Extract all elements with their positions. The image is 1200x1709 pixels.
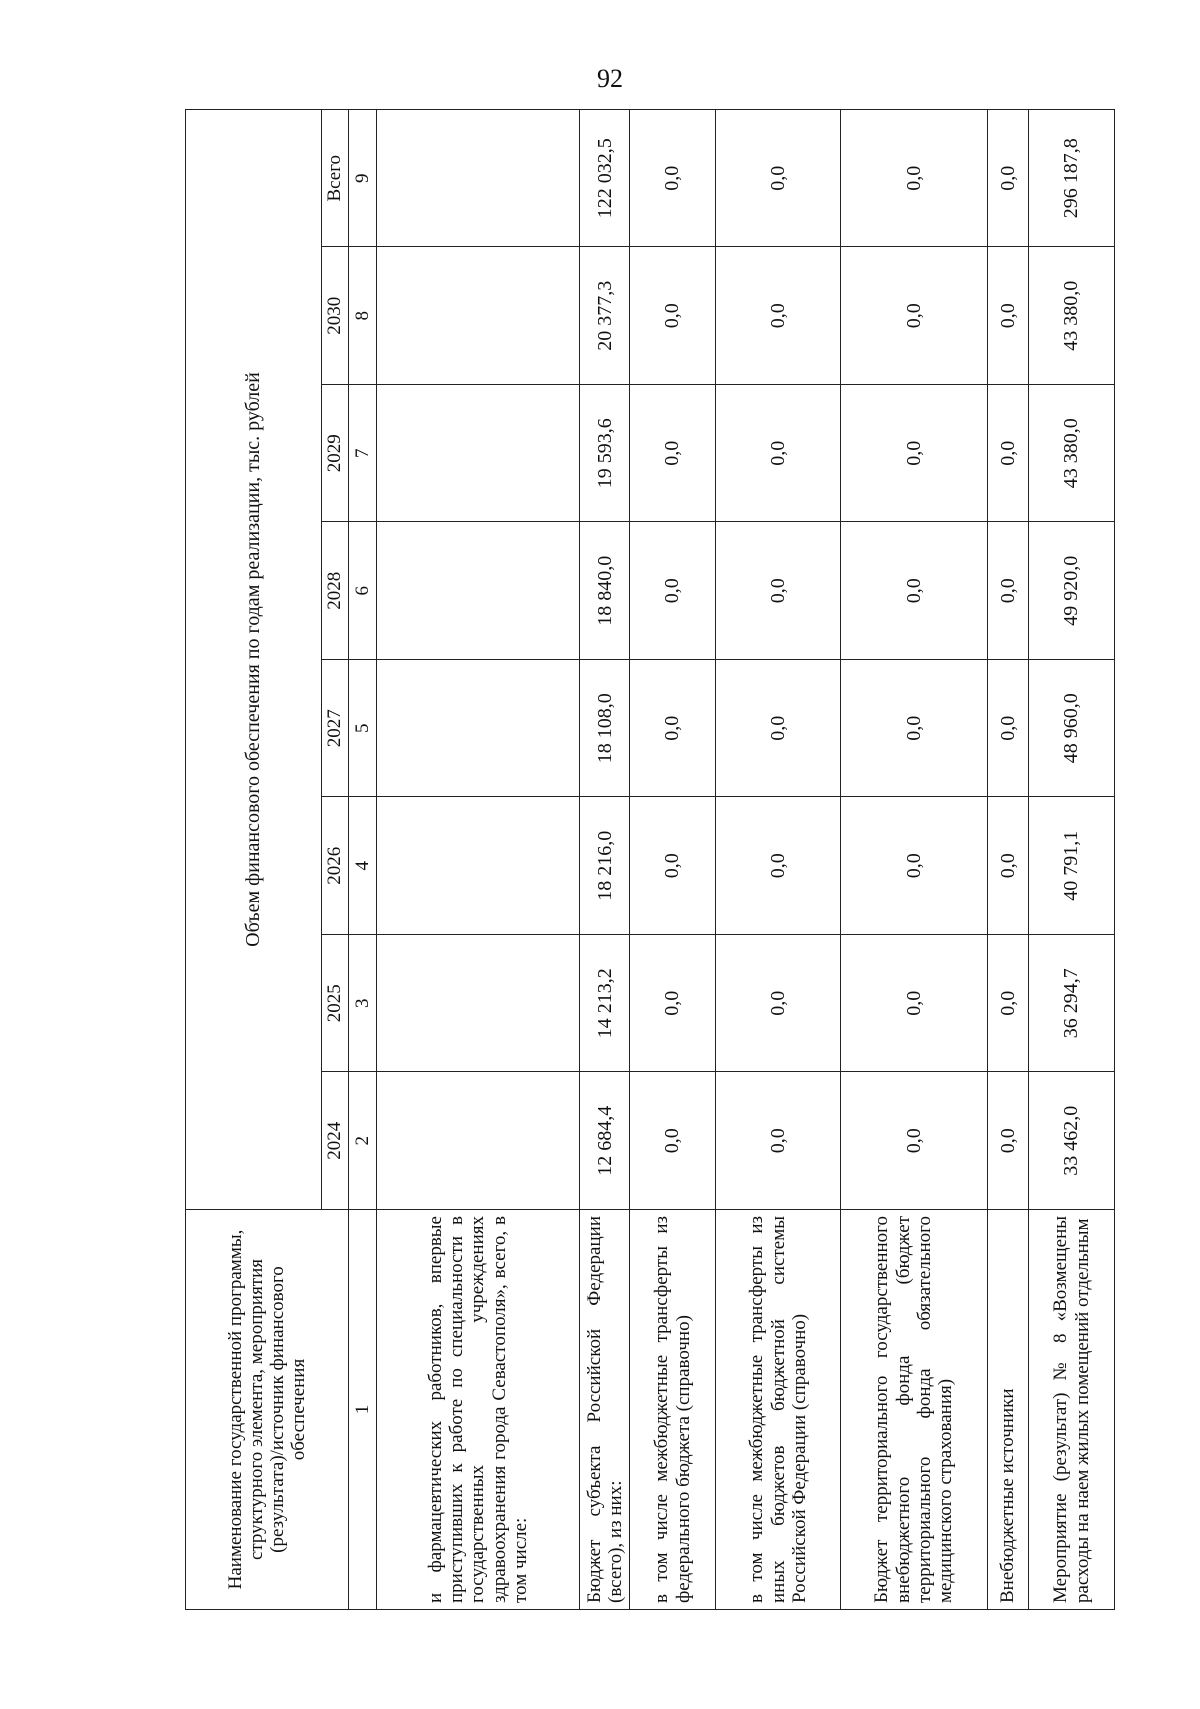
row-value: 0,0 — [716, 247, 841, 385]
row-value: 0,0 — [841, 935, 987, 1073]
row-value: 0,0 — [630, 660, 716, 798]
row-value — [376, 247, 580, 385]
row-value: 0,0 — [716, 385, 841, 523]
table-row — [716, 109, 841, 1609]
year-header: 2024 — [321, 1072, 348, 1210]
row-value: 0,0 — [630, 385, 716, 523]
row-value: 0,0 — [630, 1072, 716, 1210]
name-column-header: Наименование государственной программы, структурного элемента, мероприятия (результата)/источник финансового обеспечения — [186, 1210, 349, 1610]
column-index: 6 — [349, 522, 376, 660]
row-value: 18 216,0 — [580, 797, 630, 935]
column-index: 7 — [349, 385, 376, 523]
year-header: 2028 — [321, 522, 348, 660]
row-value: 0,0 — [716, 522, 841, 660]
row-value — [376, 385, 580, 523]
financing-table-frame — [185, 110, 1115, 1610]
row-value: 0,0 — [841, 660, 987, 798]
column-index: 1 — [349, 1210, 376, 1610]
year-header: 2025 — [321, 935, 348, 1073]
row-value: 0,0 — [630, 797, 716, 935]
row-value: 0,0 — [630, 935, 716, 1073]
table-row — [987, 109, 1029, 1609]
year-header: 2029 — [321, 385, 348, 523]
row-value: 122 032,5 — [580, 109, 630, 247]
page-number: 92 — [597, 64, 623, 93]
row-value: 0,0 — [987, 247, 1029, 385]
row-value: 43 380,0 — [1029, 247, 1115, 385]
row-value: 0,0 — [987, 1072, 1029, 1210]
row-label: и фармацевтических работников, впервые приступивших к работе по специальности в государственных учреждениях здравоохранения города Севастополя», всего, в том числе: — [376, 1210, 580, 1610]
row-label: Бюджет территориального государственного внебюджетного фонда (бюджет территориального фонда обязательного медицинского страхования) — [841, 1210, 987, 1610]
row-value: 48 960,0 — [1029, 660, 1115, 798]
row-value — [376, 935, 580, 1073]
table-row — [1029, 109, 1115, 1609]
row-value — [376, 109, 580, 247]
row-value: 0,0 — [841, 247, 987, 385]
table-row — [580, 109, 630, 1609]
year-header: Всего — [321, 109, 348, 247]
row-value: 296 187,8 — [1029, 109, 1115, 247]
row-value: 33 462,0 — [1029, 1072, 1115, 1210]
row-value: 0,0 — [841, 522, 987, 660]
row-label: Бюджет субъекта Российской Федерации (всего), из них: — [580, 1210, 630, 1610]
row-value: 19 593,6 — [580, 385, 630, 523]
column-index: 3 — [349, 935, 376, 1073]
row-value: 0,0 — [987, 935, 1029, 1073]
row-label: Мероприятие (результат) № 8 «Возмещены расходы на наем жилых помещений отдельным — [1029, 1210, 1115, 1610]
column-index: 5 — [349, 660, 376, 798]
row-value: 18 840,0 — [580, 522, 630, 660]
row-value — [376, 1072, 580, 1210]
row-value: 0,0 — [841, 109, 987, 247]
column-index: 2 — [349, 1072, 376, 1210]
row-value: 0,0 — [716, 660, 841, 798]
row-label: Внебюджетные источники — [987, 1210, 1029, 1610]
table-row — [841, 109, 987, 1609]
row-value — [376, 522, 580, 660]
row-value: 49 920,0 — [1029, 522, 1115, 660]
row-value: 0,0 — [841, 1072, 987, 1210]
row-value: 0,0 — [716, 1072, 841, 1210]
row-value: 43 380,0 — [1029, 385, 1115, 523]
row-value: 0,0 — [630, 247, 716, 385]
year-header: 2027 — [321, 660, 348, 798]
row-label: в том числе межбюджетные трансферты из иных бюджетов бюджетной системы Российской Федерации (справочно) — [716, 1210, 841, 1610]
row-value: 0,0 — [987, 660, 1029, 798]
row-value: 0,0 — [716, 797, 841, 935]
row-value: 0,0 — [716, 935, 841, 1073]
row-value: 0,0 — [841, 797, 987, 935]
financing-table — [185, 109, 1115, 1610]
row-label: в том числе межбюджетные трансферты из федерального бюджета (справочно) — [630, 1210, 716, 1610]
row-value — [376, 660, 580, 798]
row-value: 0,0 — [987, 385, 1029, 523]
table-row — [376, 109, 580, 1609]
year-header: 2026 — [321, 797, 348, 935]
row-value: 0,0 — [987, 109, 1029, 247]
row-value: 20 377,3 — [580, 247, 630, 385]
row-value: 12 684,4 — [580, 1072, 630, 1210]
row-value: 0,0 — [841, 385, 987, 523]
row-value: 18 108,0 — [580, 660, 630, 798]
row-value: 0,0 — [630, 109, 716, 247]
row-value: 36 294,7 — [1029, 935, 1115, 1073]
column-index: 8 — [349, 247, 376, 385]
row-value — [376, 797, 580, 935]
row-value: 0,0 — [630, 522, 716, 660]
table-row — [630, 109, 716, 1609]
row-value: 14 213,2 — [580, 935, 630, 1073]
row-value: 0,0 — [716, 109, 841, 247]
row-value: 0,0 — [987, 522, 1029, 660]
year-header: 2030 — [321, 247, 348, 385]
volume-header: Объем финансового обеспечения по годам реализации, тыс. рублей — [186, 109, 322, 1209]
row-value: 40 791,1 — [1029, 797, 1115, 935]
column-index: 9 — [349, 109, 376, 247]
column-index: 4 — [349, 797, 376, 935]
row-value: 0,0 — [987, 797, 1029, 935]
